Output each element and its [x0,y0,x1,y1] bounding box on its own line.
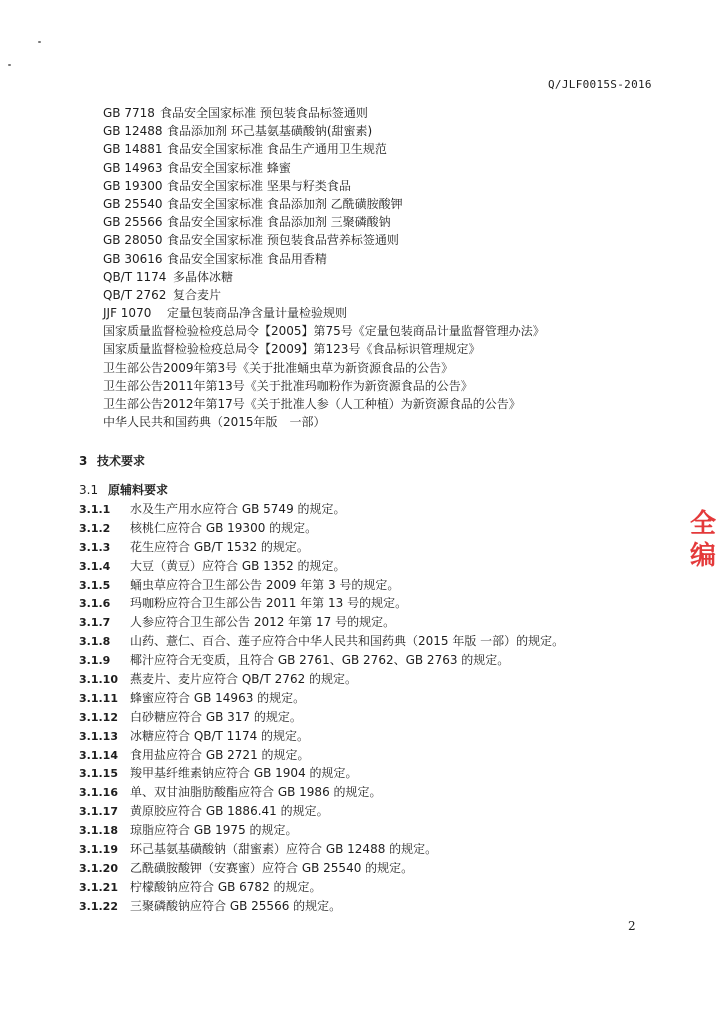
requirement-item [79,538,564,557]
reference-title: 食品安全国家标准 预包装食品营养标签通则 [167,233,399,248]
item-text: 柠檬酸钠应符合 GB 6782 的规定。 [130,879,322,894]
reference-code: GB 14881 [103,142,163,157]
reference-row [103,213,545,231]
item-number: 3.1.1 [79,503,111,516]
item-number: 3.1.9 [79,654,111,668]
item-text: 核桃仁应符合 GB 19300 的规定。 [130,520,318,535]
document-code: Q/JLF0015S-2016 [548,78,652,91]
reference-code: GB 25540 [103,196,163,211]
requirement-item [79,783,564,802]
reference-title: 食品安全国家标准 食品添加剂 三聚磷酸钠 [167,215,391,230]
reference-title: 国家质量监督检验检疫总局令【2009】第123号《食品标识管理规定》 [103,342,481,357]
requirement-item [79,708,564,727]
item-text: 羧甲基纤维素钠应符合 GB 1904 的规定。 [130,766,358,781]
normative-references-list [103,104,545,431]
item-text: 三聚磷酸钠应符合 GB 25566 的规定。 [130,898,342,913]
raw-material-requirements-list [79,500,564,916]
reference-code: GB 30616 [103,251,163,266]
reference-row [103,359,545,377]
requirement-item [79,859,564,878]
reference-code: GB 7718 [103,106,155,120]
reference-code: GB 25566 [103,215,163,230]
reference-row [103,304,545,322]
reference-title: 国家质量监督检验检疫总局令【2005】第75号《定量包装商品计量监督管理办法》 [103,324,545,339]
requirement-item [79,802,564,821]
item-text: 人参应符合卫生部公告 2012 年第 17 号的规定。 [130,615,396,630]
requirement-item [79,500,564,519]
requirement-item [79,878,564,897]
reference-row [103,250,545,268]
reference-title: 食品安全国家标准 食品生产通用卫生规范 [167,142,387,157]
reference-title: 食品安全国家标准 预包装食品标签通则 [160,106,368,120]
reference-row [103,231,545,249]
item-text: 琼脂应符合 GB 1975 的规定。 [130,823,298,838]
reference-row [103,104,545,122]
item-text: 黄原胶应符合 GB 1886.41 的规定。 [130,804,329,819]
reference-row [103,140,545,158]
item-number: 3.1.2 [79,521,111,535]
reference-code: GB 19300 [103,178,163,193]
item-number: 3.1.20 [79,861,118,875]
section-number: 3 [79,454,88,468]
item-number: 3.1.17 [79,805,118,819]
reference-row [103,195,545,213]
reference-title: 食品添加剂 环己基氨基磺酸钠(甜蜜素) [167,124,373,139]
scan-speck [8,64,11,66]
item-text: 蜂蜜应符合 GB 14963 的规定。 [130,690,306,705]
section-title: 技术要求 [97,454,146,468]
subsection-heading [79,482,168,499]
reference-code: GB 28050 [103,233,163,248]
requirement-item [79,764,564,783]
subsection-number: 3.1 [79,483,99,497]
reference-code: GB 14963 [103,160,163,175]
item-text: 白砂糖应符合 GB 317 的规定。 [130,709,302,724]
item-text: 环己基氨基磺酸钠（甜蜜素）应符合 GB 12488 的规定。 [130,842,438,857]
item-number: 3.1.6 [79,597,111,611]
section-heading [79,453,145,470]
page-number: 2 [628,919,636,933]
stamp-char: 全 [690,509,717,539]
item-text: 玛咖粉应符合卫生部公告 2011 年第 13 号的规定。 [130,596,408,611]
reference-title: 食品安全国家标准 食品用香精 [167,251,327,266]
reference-title: 卫生部公告2009年第3号《关于批准蛹虫草为新资源食品的公告》 [103,360,454,375]
requirement-item [79,897,564,916]
requirement-item [79,670,564,689]
requirement-item [79,632,564,651]
item-text: 大豆（黄豆）应符合 GB 1352 的规定。 [130,558,346,573]
scan-speck [38,41,41,43]
requirement-item [79,613,564,632]
requirement-item [79,651,564,670]
reference-title: 定量包装商品净含量计量检验规则 [167,306,348,321]
reference-title: 食品安全国家标准 坚果与籽类食品 [167,178,351,193]
reference-code: JJF 1070 [103,306,152,321]
requirement-item [79,557,564,576]
item-text: 蛹虫草应符合卫生部公告 2009 年第 3 号的规定。 [130,577,400,592]
item-text: 水及生产用水应符合 GB 5749 的规定。 [130,502,346,516]
item-number: 3.1.14 [79,748,118,762]
item-text: 单、双甘油脂肪酸酯应符合 GB 1986 的规定。 [130,785,382,800]
item-number: 3.1.21 [79,880,118,894]
item-number: 3.1.3 [79,540,111,554]
requirement-item [79,689,564,708]
item-number: 3.1.16 [79,786,118,800]
requirement-item [79,594,564,613]
reference-title: 卫生部公告2012年第17号《关于批准人参（人工种植）为新资源食品的公告》 [103,397,521,411]
reference-row [103,159,545,177]
item-number: 3.1.11 [79,691,118,705]
item-text: 椰汁应符合无变质，且符合 GB 2761、GB 2762、GB 2763 的规定。 [130,653,510,668]
reference-row [103,286,545,304]
item-text: 冰糖应符合 QB/T 1174 的规定。 [130,728,310,743]
reference-title: 食品安全国家标准 蜂蜜 [167,160,291,175]
requirement-item [79,746,564,765]
reference-row [103,340,545,358]
reference-row [103,122,545,140]
reference-code: GB 12488 [103,124,163,139]
item-text: 花生应符合 GB/T 1532 的规定。 [130,539,309,554]
item-number: 3.1.19 [79,843,118,857]
reference-row [103,177,545,195]
requirement-item [79,519,564,538]
reference-row [103,322,545,340]
item-number: 3.1.12 [79,710,118,724]
reference-code: QB/T 2762 [103,287,167,302]
reference-title: 复合麦片 [173,287,222,302]
reference-title: 多晶体冰糖 [173,269,234,284]
reference-title: 食品安全国家标准 食品添加剂 乙酰磺胺酸钾 [167,196,403,211]
item-text: 燕麦片、麦片应符合 QB/T 2762 的规定。 [130,672,358,687]
requirement-item [79,821,564,840]
reference-title: 卫生部公告2011年第13号《关于批准玛咖粉作为新资源食品的公告》 [103,378,473,393]
item-number: 3.1.15 [79,767,118,781]
reference-row [103,395,545,413]
reference-row [103,268,545,286]
reference-code: QB/T 1174 [103,269,167,284]
reference-row [103,377,545,395]
item-text: 山药、薏仁、百合、莲子应符合中华人民共和国药典（2015 年版 一部）的规定。 [130,634,565,649]
requirement-item [79,576,564,595]
item-number: 3.1.13 [79,729,118,743]
stamp-char: 编 [690,541,717,571]
item-number: 3.1.4 [79,559,111,573]
reference-title: 中华人民共和国药典（2015年版 一部） [103,415,326,430]
red-seal-stamp [690,508,718,588]
item-number: 3.1.7 [79,616,111,630]
item-number: 3.1.22 [79,899,118,913]
subsection-title: 原辅料要求 [108,483,169,497]
item-text: 食用盐应符合 GB 2721 的规定。 [130,747,310,762]
requirement-item [79,840,564,859]
reference-row [103,413,545,431]
item-number: 3.1.18 [79,824,118,838]
item-number: 3.1.8 [79,635,111,649]
item-number: 3.1.10 [79,673,118,687]
requirement-item [79,727,564,746]
item-text: 乙酰磺胺酸钾（安赛蜜）应符合 GB 25540 的规定。 [130,860,414,875]
item-number: 3.1.5 [79,578,111,592]
